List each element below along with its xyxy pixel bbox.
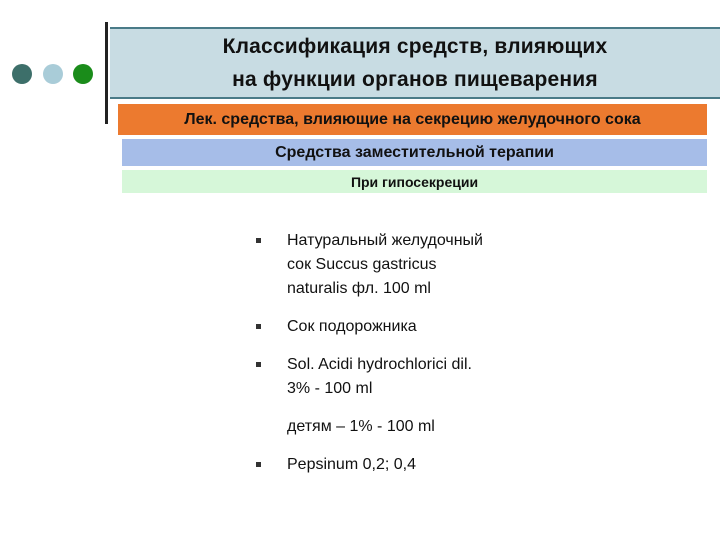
list-item-line: Pepsinum 0,2; 0,4 — [287, 456, 416, 473]
square-bullet-icon — [256, 362, 261, 367]
list-item-line: 3% - 100 ml — [287, 380, 373, 397]
vertical-divider — [105, 22, 108, 124]
slide-title-block — [110, 27, 720, 99]
list-item-line: Натуральный желудочный — [287, 232, 483, 249]
list-item-line: Сок подорожника — [287, 318, 417, 335]
drug-list — [256, 229, 586, 477]
list-item — [256, 315, 586, 339]
list-item-line: сок Succus gastricus — [287, 256, 437, 273]
decorative-dot-green — [73, 64, 93, 84]
list-item — [256, 453, 586, 477]
square-bullet-icon — [256, 324, 261, 329]
category-band-secretion: Лек. средства, влияющие на секрецию желудочного сока — [118, 104, 707, 135]
square-bullet-icon — [256, 238, 261, 243]
category-band-hyposecretion: При гипосекреции — [122, 170, 707, 193]
list-item — [256, 353, 586, 401]
list-item — [256, 229, 586, 301]
category-band-replacement-therapy: Средства заместительной терапии — [122, 139, 707, 166]
slide-title — [223, 30, 608, 96]
square-bullet-icon — [256, 462, 261, 467]
list-item-line: naturalis фл. 100 ml — [287, 280, 431, 297]
slide-title-line-2: на функции органов пищеварения — [232, 68, 598, 91]
children-dose-note: детям – 1% - 100 ml — [287, 418, 435, 435]
list-item-note — [256, 415, 586, 439]
decorative-dot-light — [43, 64, 63, 84]
slide-title-line-1: Классификация средств, влияющих — [222, 35, 608, 58]
decorative-dot-dark — [12, 64, 32, 84]
list-item-line: Sol. Acidi hydrochlorici dil. — [287, 356, 472, 373]
